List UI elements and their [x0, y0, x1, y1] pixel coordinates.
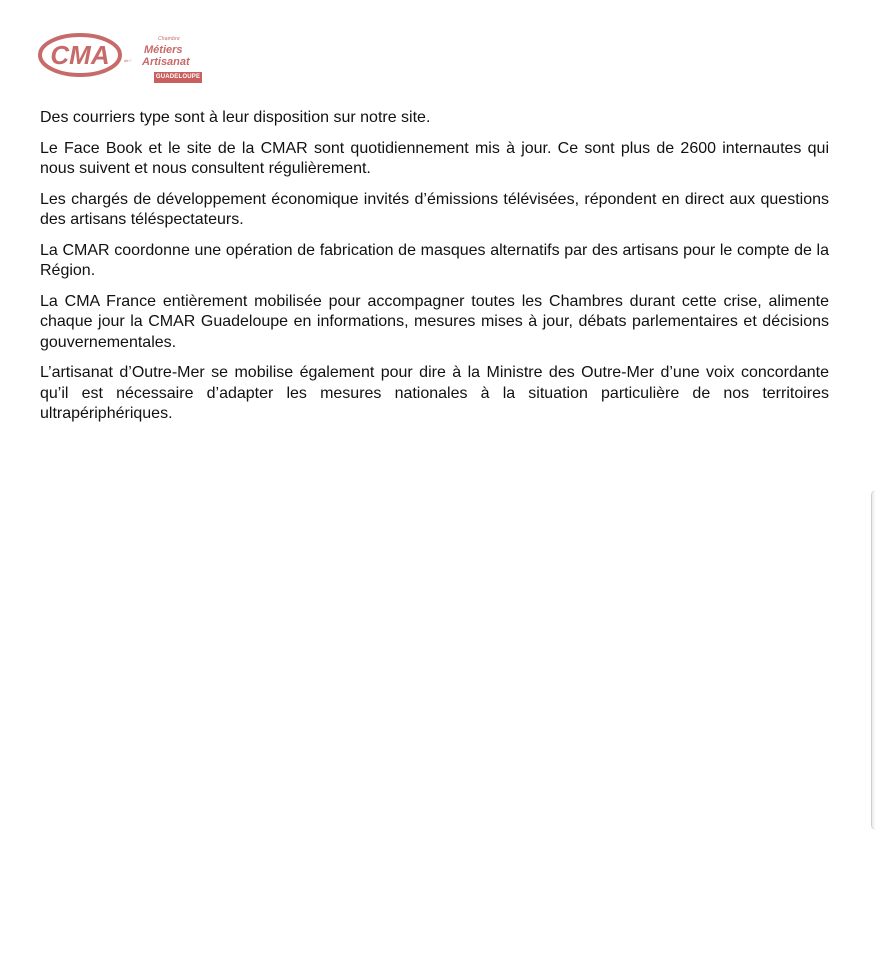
page-edge: [871, 490, 876, 830]
logo-de-text: de l': [124, 58, 132, 63]
paragraph: Des courriers type sont à leur disposition sur notre site.: [40, 109, 431, 126]
cma-logo-mark-icon: [38, 32, 122, 78]
cma-logo-wordmark: [122, 36, 208, 86]
logo-artisanat-text: Artisanat: [142, 56, 190, 68]
paragraph: L’artisanat d’Outre-Mer se mobilise également pour dire à la Ministre des Outre-Mer d’une voix concordante qu’il est nécessaire d’adapter les mesures nationales à la situation particulière de nos territoires ultrapériphériques.: [40, 364, 829, 422]
logo-region-badge: GUADELOUPE: [154, 72, 202, 83]
paragraph: La CMA France entièrement mobilisée pour accompagner toutes les Chambres durant cette crise, alimente chaque jour la CMAR Guadeloupe en informations, mesures mises à jour, débats parlementaires et décisions gouvernementales.: [40, 292, 829, 351]
document-body: [40, 108, 829, 435]
paragraph: La CMAR coordonne une opération de fabrication de masques alternatifs par des artisans pour le compte de la Région.: [40, 241, 829, 279]
svg-text:CMA: CMA: [50, 40, 110, 70]
logo-metiers-text: Métiers: [144, 44, 183, 56]
cma-logo: [38, 30, 208, 88]
paragraph: Les chargés de développement économique invités d’émissions télévisées, répondent en direct aux questions des artisans téléspectateurs.: [40, 190, 829, 228]
paragraph: Le Face Book et le site de la CMAR sont quotidiennement mis à jour. Ce sont plus de 2600 internautes qui nous suivent et nous consultent régulièrement.: [40, 139, 829, 177]
logo-chambre-text: Chambre: [158, 36, 180, 42]
